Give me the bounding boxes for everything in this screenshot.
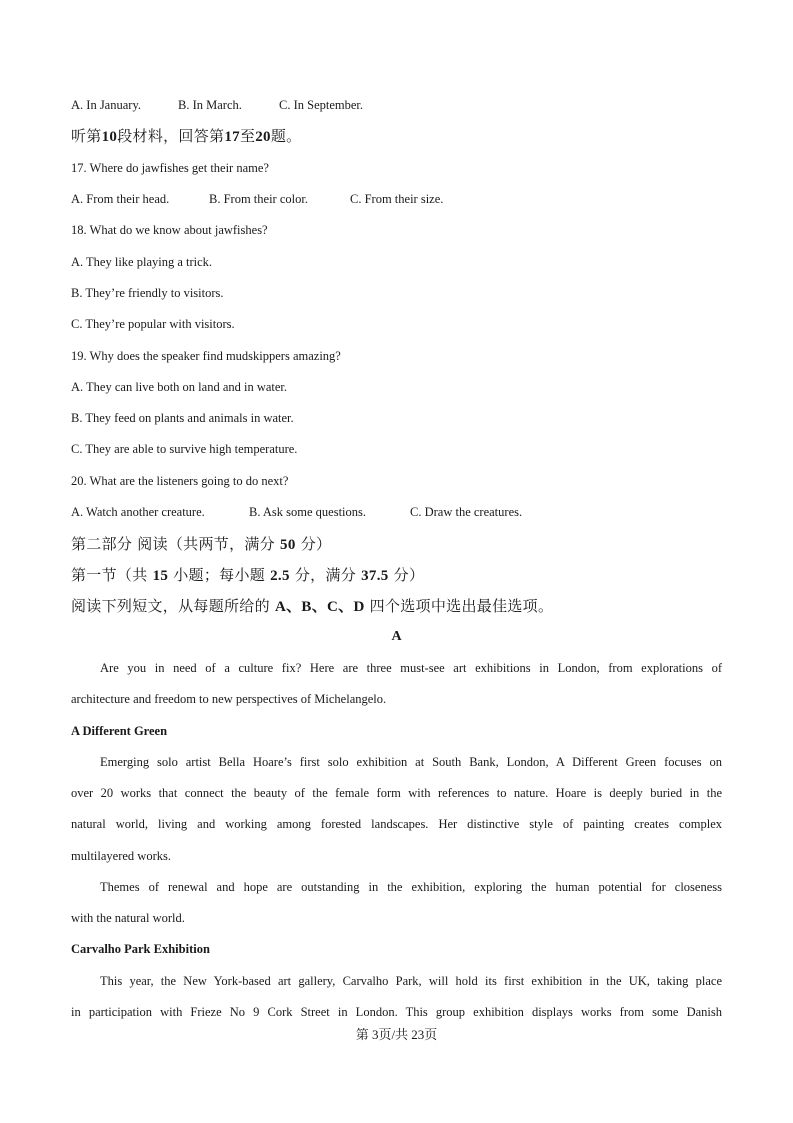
q18-stem: 18. What do we know about jawfishes?: [71, 223, 268, 237]
q19-stem: 19. Why does the speaker find mudskippers amazing?: [71, 349, 341, 363]
q20-option-a: A. Watch another creature.: [71, 505, 205, 519]
exhibit1-p2-line-2: with the natural world.: [71, 911, 185, 925]
exhibit2-p1-line-2: in participation with Frieze No 9 Cork Street in London. This group exhibition displays works from some Danish: [71, 1005, 722, 1019]
passage-label: A: [391, 629, 402, 644]
q18-option-a: A. They like playing a trick.: [71, 255, 213, 269]
q20-option-c: C. Draw the creatures.: [410, 505, 523, 519]
q20-stem: 20. What are the listeners going to do next?: [71, 474, 289, 488]
q17-options: [71, 191, 443, 207]
q17-option-c: C. From their size.: [350, 192, 444, 206]
instructions: 阅读下列短文，从每题所给的 A、B、C、D 四个选项中选出最佳选项。: [71, 597, 554, 615]
q18-option-b: B. They’re friendly to visitors.: [71, 286, 224, 300]
q19-option-b: B. They feed on plants and animals in water.: [71, 411, 294, 425]
section1-header: 第一节（共 15 小题；每小题 2.5 分，满分 37.5 分）: [71, 566, 425, 584]
q16-options: [71, 97, 363, 113]
intro-line-2: architecture and freedom to new perspectives of Michelangelo.: [71, 692, 387, 706]
part2-header: 第二部分 阅读（共两节，满分 50 分）: [71, 535, 332, 553]
section10-header: 听第10段材料，回答第17至20题。: [71, 127, 302, 145]
q19-option-c: C. They are able to survive high temperature.: [71, 442, 298, 456]
q16-option-c: C. In September.: [279, 98, 364, 112]
q17-option-b: B. From their color.: [209, 192, 308, 206]
exhibit1-p1-line-1: Emerging solo artist Bella Hoare’s first solo exhibition at South Bank, London, A Different Green focuses on: [100, 755, 722, 769]
q20-options: [71, 504, 522, 520]
q19-option-a: A. They can live both on land and in water.: [71, 380, 288, 394]
q16-option-a: A. In January.: [71, 98, 142, 112]
q16-option-b: B. In March.: [178, 98, 242, 112]
exhibit1-p1-line-2: over 20 works that connect the beauty of the female form with references to nature. Hoare is deeply buried in the: [71, 786, 722, 800]
q17-stem: 17. Where do jawfishes get their name?: [71, 161, 269, 175]
page-footer: 第 3页/共 23页: [355, 1027, 438, 1042]
q17-option-a: A. From their head.: [71, 192, 170, 206]
exhibit1-p1-line-4: multilayered works.: [71, 849, 171, 863]
q18-option-c: C. They’re popular with visitors.: [71, 317, 235, 331]
q20-option-b: B. Ask some questions.: [249, 505, 367, 519]
intro-line-1: Are you in need of a culture fix? Here are three must-see art exhibitions in London, from explorations of: [100, 661, 722, 675]
exhibit2-title: Carvalho Park Exhibition: [71, 942, 210, 956]
exhibit1-p2-line-1: Themes of renewal and hope are outstanding in the exhibition, exploring the human potential for closeness: [100, 880, 722, 894]
exhibit1-title: A Different Green: [71, 724, 168, 738]
exhibit1-p1-line-3: natural world, living and working among forested landscapes. Her distinctive style of painting creates complex: [71, 817, 722, 831]
exhibit2-p1-line-1: This year, the New York-based art gallery, Carvalho Park, will hold its first exhibition in the UK, taking place: [100, 974, 722, 988]
